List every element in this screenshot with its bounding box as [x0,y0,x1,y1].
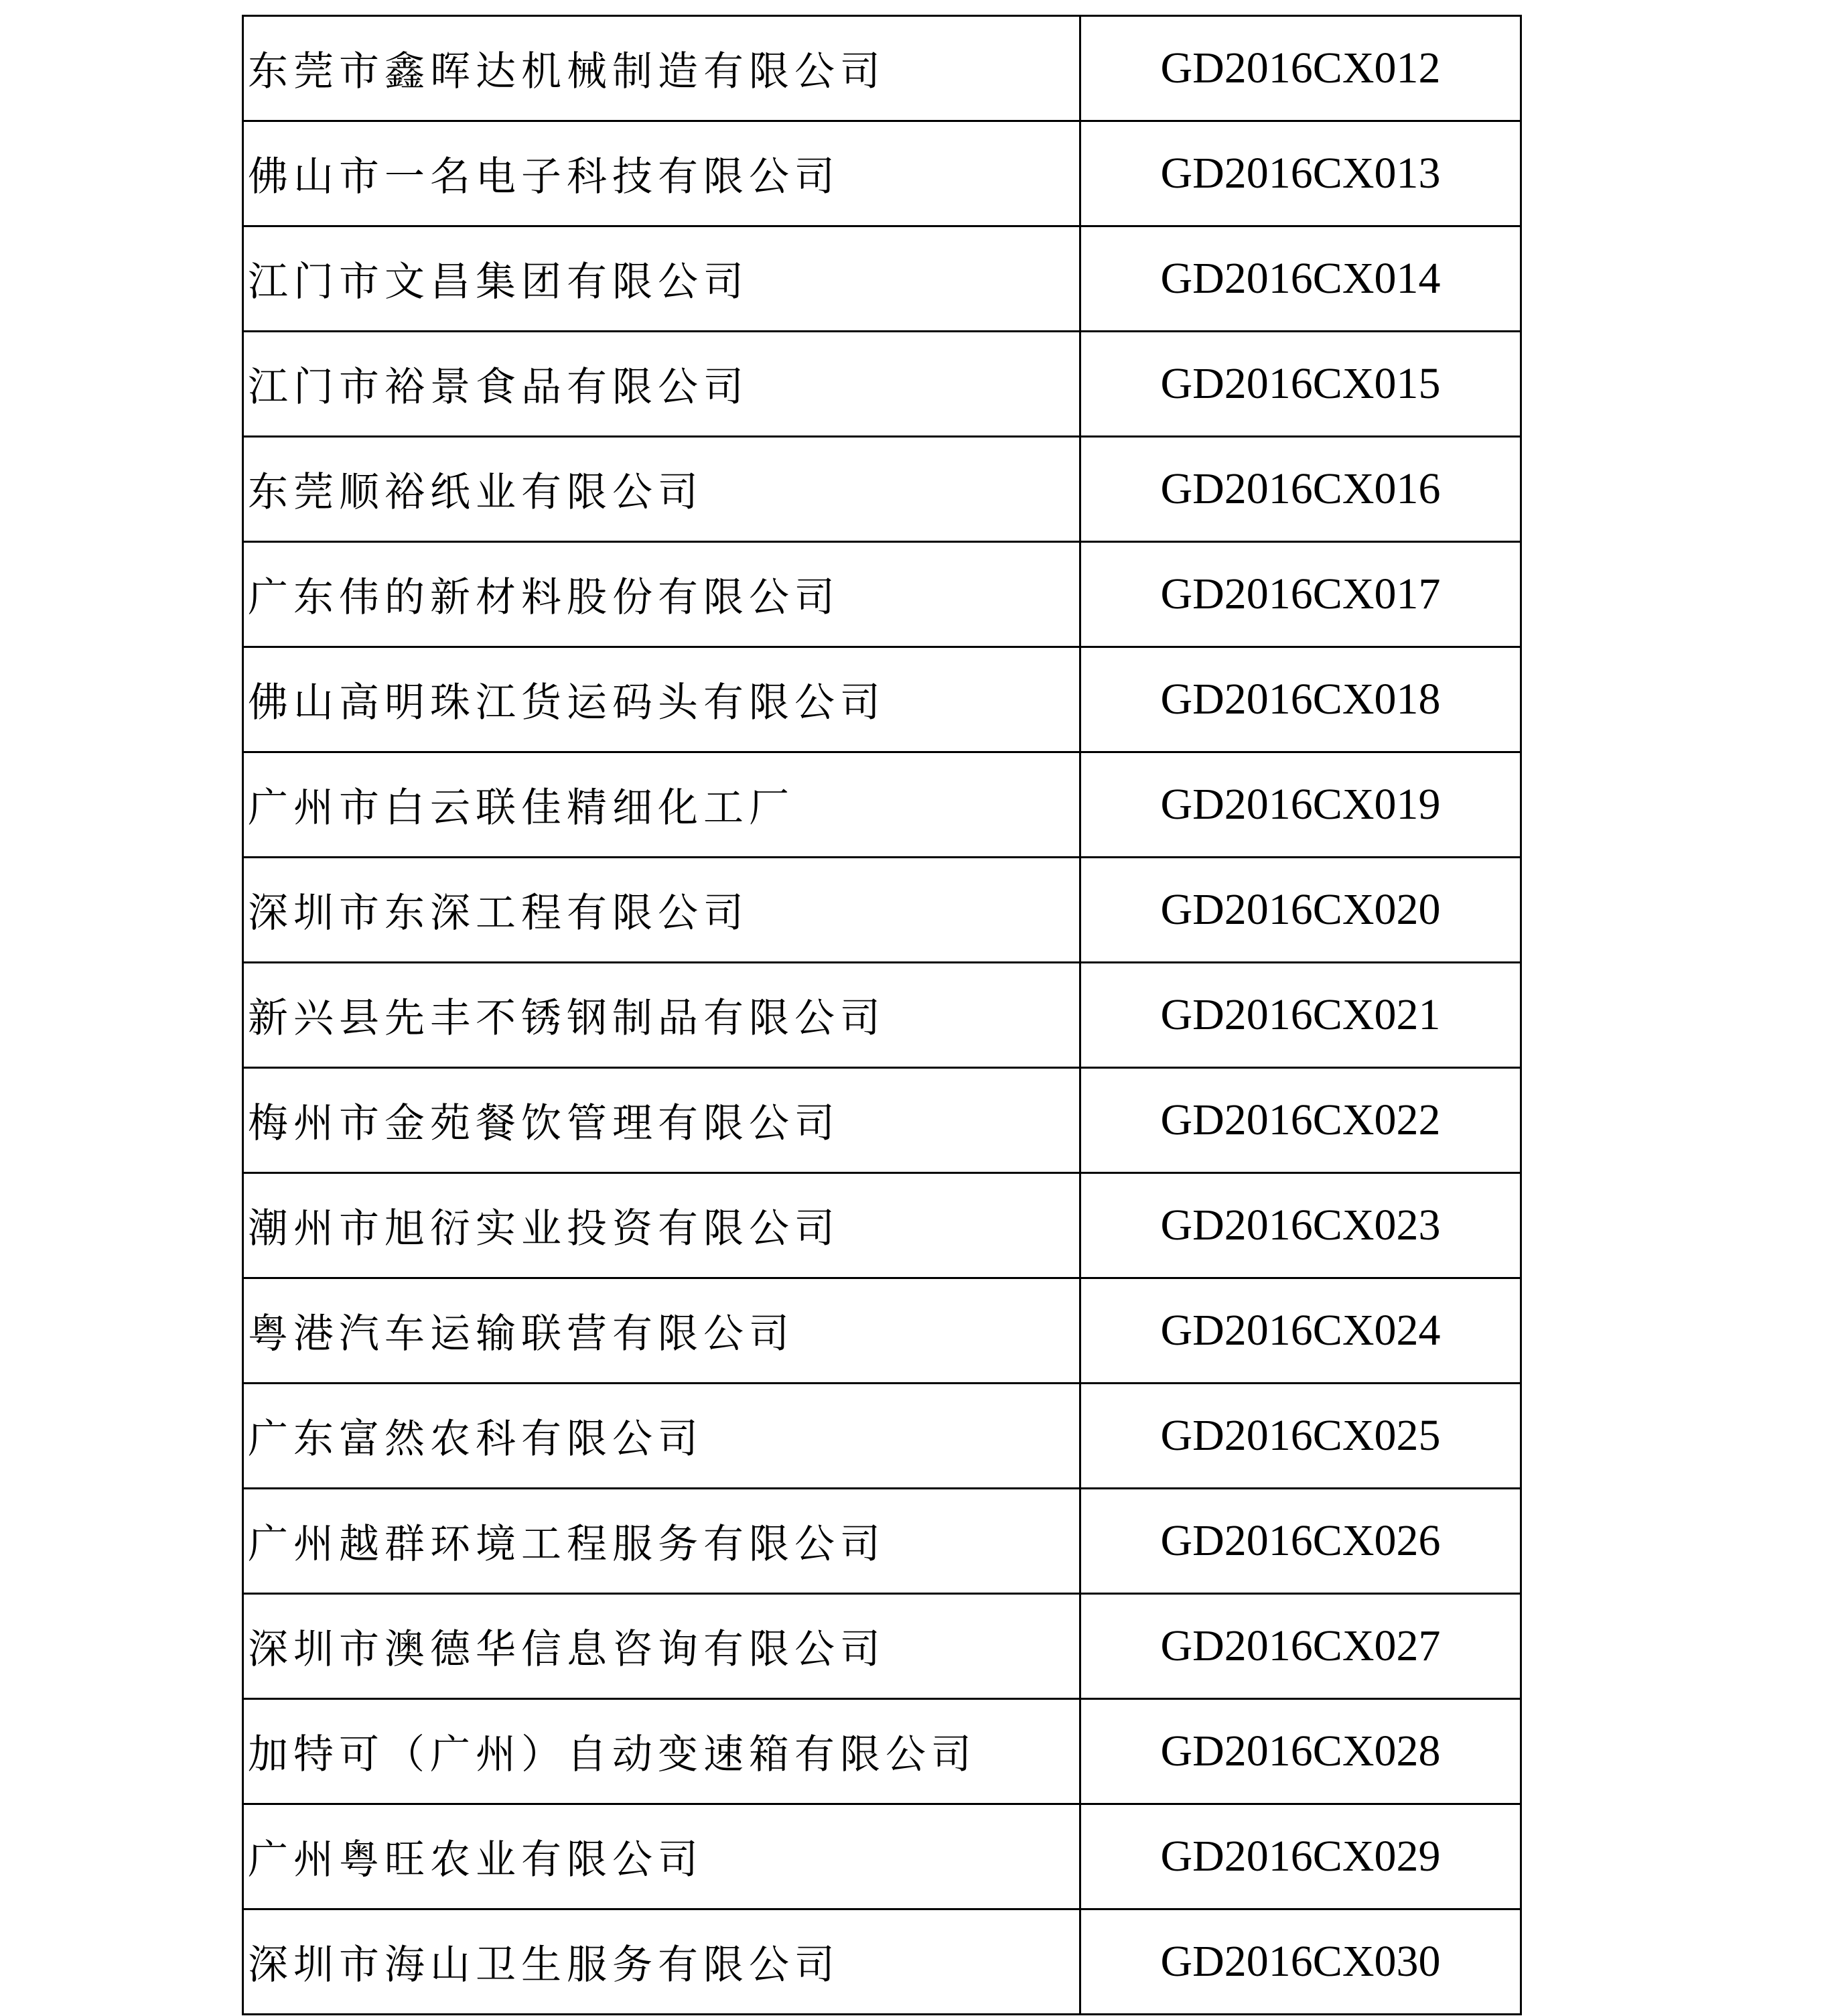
certificate-code-cell: GD2016CX015 [1080,332,1521,437]
certificate-code-cell: GD2016CX027 [1080,1594,1521,1699]
company-code-table [242,15,1522,2015]
certificate-code-cell: GD2016CX014 [1080,226,1521,332]
certificate-code-cell: GD2016CX013 [1080,121,1521,226]
company-name-cell: 深圳市东深工程有限公司 [243,858,1080,963]
certificate-code-cell: GD2016CX024 [1080,1278,1521,1384]
certificate-code-cell: GD2016CX021 [1080,963,1521,1068]
table-body [243,16,1521,2015]
certificate-code-cell: GD2016CX030 [1080,1909,1521,2015]
table-row [243,858,1521,963]
company-name-cell: 新兴县先丰不锈钢制品有限公司 [243,963,1080,1068]
certificate-code-cell: GD2016CX019 [1080,752,1521,858]
certificate-code-cell: GD2016CX022 [1080,1068,1521,1173]
table-row [243,1068,1521,1173]
company-name-cell: 广州市白云联佳精细化工厂 [243,752,1080,858]
certificate-code-cell: GD2016CX016 [1080,437,1521,542]
company-name-cell: 深圳市澳德华信息咨询有限公司 [243,1594,1080,1699]
company-name-cell: 广州越群环境工程服务有限公司 [243,1489,1080,1594]
table-row [243,963,1521,1068]
table-row [243,1594,1521,1699]
certificate-code-cell: GD2016CX017 [1080,542,1521,647]
certificate-code-cell: GD2016CX029 [1080,1804,1521,1909]
company-name-cell: 粤港汽车运输联营有限公司 [243,1278,1080,1384]
company-name-cell: 深圳市海山卫生服务有限公司 [243,1909,1080,2015]
certificate-code-cell: GD2016CX023 [1080,1173,1521,1278]
company-name-cell: 广州粤旺农业有限公司 [243,1804,1080,1909]
table-row [243,1804,1521,1909]
company-name-cell: 广东富然农科有限公司 [243,1384,1080,1489]
table-row [243,332,1521,437]
certificate-code-cell: GD2016CX012 [1080,16,1521,121]
company-name-cell: 梅州市金苑餐饮管理有限公司 [243,1068,1080,1173]
company-name-cell: 潮州市旭衍实业投资有限公司 [243,1173,1080,1278]
table-row [243,752,1521,858]
company-name-cell: 东莞顺裕纸业有限公司 [243,437,1080,542]
table-row [243,226,1521,332]
table-row [243,437,1521,542]
table-row [243,1489,1521,1594]
certificate-code-cell: GD2016CX025 [1080,1384,1521,1489]
table-row [243,1909,1521,2015]
certificate-code-cell: GD2016CX020 [1080,858,1521,963]
certificate-code-cell: GD2016CX028 [1080,1699,1521,1804]
company-name-cell: 佛山市一名电子科技有限公司 [243,121,1080,226]
table-row [243,647,1521,752]
table-row [243,1173,1521,1278]
company-name-cell: 佛山高明珠江货运码头有限公司 [243,647,1080,752]
certificate-code-cell: GD2016CX018 [1080,647,1521,752]
table-row [243,542,1521,647]
certificate-code-cell: GD2016CX026 [1080,1489,1521,1594]
company-name-cell: 江门市文昌集团有限公司 [243,226,1080,332]
company-name-cell: 江门市裕景食品有限公司 [243,332,1080,437]
company-name-cell: 东莞市鑫晖达机械制造有限公司 [243,16,1080,121]
table-row [243,16,1521,121]
table-row [243,1699,1521,1804]
company-name-cell: 加特可（广州）自动变速箱有限公司 [243,1699,1080,1804]
table-row [243,1278,1521,1384]
table-row [243,1384,1521,1489]
company-name-cell: 广东伟的新材料股份有限公司 [243,542,1080,647]
table-row [243,121,1521,226]
